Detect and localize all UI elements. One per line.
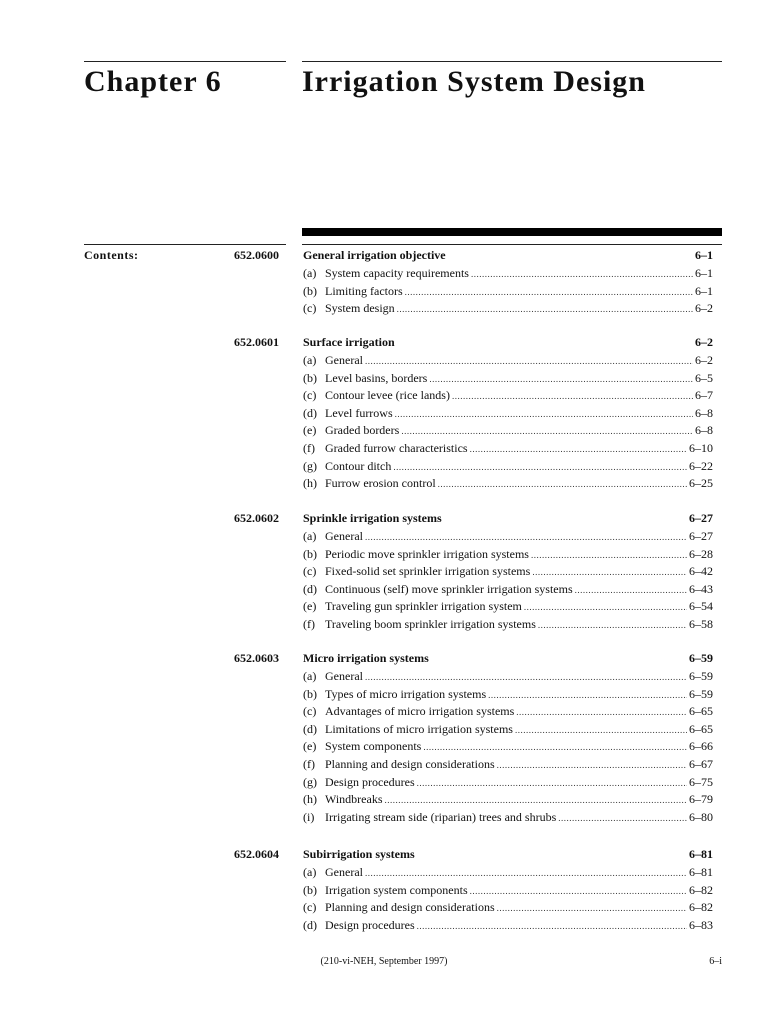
toc-entry[interactable] (303, 883, 713, 898)
toc-entry[interactable] (303, 865, 713, 880)
toc-entry[interactable] (303, 459, 713, 474)
entry-letter: (e) (303, 739, 317, 754)
entry-page: 6–54 (689, 599, 713, 614)
entry-letter: (c) (303, 900, 317, 915)
dot-leader (438, 477, 687, 491)
entry-page: 6–79 (689, 792, 713, 807)
entry-page: 6–66 (689, 739, 713, 754)
entry-page: 6–1 (695, 266, 713, 280)
entry-title: Continuous (self) move sprinkler irrigation systems (325, 581, 573, 596)
title-bar (302, 228, 722, 236)
toc-entry[interactable] (303, 900, 713, 915)
dot-leader (515, 723, 687, 737)
toc-entry[interactable] (303, 266, 713, 281)
dot-leader (395, 407, 693, 421)
section-title: Subirrigation systems (303, 847, 415, 861)
entry-title: Level furrows (325, 405, 393, 420)
chapter-label: Chapter 6 (84, 65, 222, 98)
section-heading[interactable] (303, 651, 713, 666)
entry-letter: (b) (303, 283, 317, 298)
dot-leader (417, 919, 687, 933)
entry-page: 6–58 (689, 617, 713, 631)
entry-title: Irrigation system components (325, 882, 468, 897)
entry-page: 6–1 (695, 283, 713, 298)
entry-title: Limiting factors (325, 283, 403, 298)
footer-page-number: 6–i (709, 956, 722, 967)
dot-leader (558, 811, 687, 825)
entry-letter: (c) (303, 704, 317, 719)
entry-letter: (a) (303, 353, 317, 367)
dot-leader (524, 600, 687, 614)
toc-entry[interactable] (303, 423, 713, 438)
entry-letter: (a) (303, 529, 317, 543)
entry-title: General (325, 669, 363, 683)
contents-rule-left (84, 244, 286, 245)
entry-letter: (b) (303, 686, 317, 701)
entry-letter: (h) (303, 476, 317, 491)
toc-entry[interactable] (303, 353, 713, 368)
toc-entry[interactable] (303, 529, 713, 544)
toc-entry[interactable] (303, 406, 713, 421)
toc-entry[interactable] (303, 722, 713, 737)
section-number: 652.0601 (234, 335, 279, 349)
toc-entry[interactable] (303, 918, 713, 933)
entry-page: 6–8 (695, 405, 713, 420)
entry-letter: (c) (303, 564, 317, 579)
dot-leader (365, 530, 687, 544)
entry-page: 6–2 (695, 301, 713, 316)
section-number: 652.0602 (234, 511, 279, 525)
entry-page: 6–7 (695, 388, 713, 403)
entry-title: Contour ditch (325, 458, 392, 473)
dot-leader (470, 884, 687, 898)
entry-title: Furrow erosion control (325, 476, 436, 491)
chapter-title: Irrigation System Design (302, 65, 646, 98)
entry-page: 6–5 (695, 370, 713, 385)
dot-leader (516, 705, 687, 719)
dot-leader (429, 372, 693, 386)
toc-entry[interactable] (303, 564, 713, 579)
entry-letter: (c) (303, 388, 317, 403)
entry-title: General (325, 865, 363, 879)
entry-title: General (325, 353, 363, 367)
entry-letter: (e) (303, 599, 317, 614)
entry-letter: (h) (303, 792, 317, 807)
section-title: Micro irrigation systems (303, 651, 429, 665)
toc-entry[interactable] (303, 388, 713, 403)
toc-entry[interactable] (303, 810, 713, 825)
toc-entry[interactable] (303, 582, 713, 597)
dot-leader (452, 389, 693, 403)
dot-leader (405, 285, 693, 299)
dot-leader (393, 460, 687, 474)
entry-page: 6–8 (695, 423, 713, 438)
entry-title: Graded borders (325, 423, 400, 438)
dot-leader (365, 866, 687, 880)
entry-page: 6–65 (689, 721, 713, 736)
entry-title: Limitations of micro irrigation systems (325, 721, 513, 736)
entry-title: Windbreaks (325, 792, 383, 807)
toc-entry[interactable] (303, 792, 713, 807)
toc-entry[interactable] (303, 775, 713, 790)
entry-letter: (d) (303, 405, 317, 420)
entry-title: System components (325, 739, 422, 754)
dot-leader (423, 740, 687, 754)
entry-title: Advantages of micro irrigation systems (325, 704, 515, 719)
entry-title: System capacity requirements (325, 266, 469, 280)
entry-title: Design procedures (325, 917, 415, 932)
entry-page: 6–65 (689, 704, 713, 719)
section-number: 652.0600 (234, 248, 279, 262)
dot-leader (497, 901, 687, 915)
section-title: Surface irrigation (303, 335, 395, 349)
entry-letter: (g) (303, 458, 317, 473)
entry-title: Level basins, borders (325, 370, 428, 385)
entry-title: System design (325, 301, 395, 316)
toc-entry[interactable] (303, 617, 713, 632)
section-number: 652.0604 (234, 847, 279, 861)
entry-page: 6–75 (689, 774, 713, 789)
entry-letter: (g) (303, 774, 317, 789)
entry-letter: (d) (303, 721, 317, 736)
entry-letter: (e) (303, 423, 317, 438)
toc-entry[interactable] (303, 687, 713, 702)
entry-page: 6–82 (689, 900, 713, 915)
toc-entry[interactable] (303, 476, 713, 491)
dot-leader (532, 565, 687, 579)
entry-letter: (f) (303, 617, 315, 631)
entry-page: 6–27 (689, 529, 713, 543)
entry-title: Planning and design considerations (325, 900, 495, 915)
entry-letter: (a) (303, 865, 317, 879)
dot-leader (417, 776, 687, 790)
entry-page: 6–2 (695, 353, 713, 367)
contents-rule-right (302, 244, 722, 245)
dot-leader (575, 583, 687, 597)
footer-citation: (210-vi-NEH, September 1997) (320, 956, 448, 967)
entry-page: 6–25 (689, 476, 713, 491)
section-number: 652.0603 (234, 651, 279, 665)
section-heading[interactable] (303, 511, 713, 526)
entry-title: Types of micro irrigation systems (325, 686, 487, 701)
entry-page: 6–22 (689, 458, 713, 473)
entry-letter: (a) (303, 669, 317, 683)
dot-leader (385, 793, 688, 807)
toc-entry[interactable] (303, 669, 713, 684)
toc-entry[interactable] (303, 757, 713, 772)
entry-title: General (325, 529, 363, 543)
entry-title: Traveling gun sprinkler irrigation system (325, 599, 522, 614)
entry-letter: (d) (303, 581, 317, 596)
toc-entry[interactable] (303, 284, 713, 299)
entry-page: 6–82 (689, 882, 713, 897)
section-page: 6–81 (689, 847, 713, 861)
dot-leader (471, 267, 693, 281)
entry-letter: (b) (303, 882, 317, 897)
toc-entry[interactable] (303, 547, 713, 562)
section-heading[interactable] (303, 847, 713, 862)
toc-entry[interactable] (303, 739, 713, 754)
dot-leader (531, 548, 687, 562)
entry-page: 6–59 (689, 669, 713, 683)
dot-leader (538, 618, 687, 632)
entry-page: 6–10 (689, 441, 713, 455)
section-page: 6–59 (689, 651, 713, 665)
section-title: Sprinkle irrigation systems (303, 511, 442, 525)
entry-page: 6–28 (689, 546, 713, 561)
dot-leader (401, 424, 693, 438)
entry-page: 6–80 (689, 809, 713, 824)
entry-page: 6–59 (689, 686, 713, 701)
entry-letter: (b) (303, 370, 317, 385)
entry-title: Irrigating stream side (riparian) trees and shrubs (325, 809, 557, 824)
entry-letter: (b) (303, 546, 317, 561)
section-heading[interactable] (303, 335, 713, 350)
dot-leader (397, 302, 693, 316)
toc-entry[interactable] (303, 371, 713, 386)
toc-entry[interactable] (303, 301, 713, 316)
entry-page: 6–43 (689, 581, 713, 596)
section-page: 6–2 (695, 335, 713, 349)
entry-title: Periodic move sprinkler irrigation systems (325, 546, 529, 561)
entry-title: Contour levee (rice lands) (325, 388, 450, 403)
entry-title: Fixed-solid set sprinkler irrigation systems (325, 564, 531, 579)
section-page: 6–27 (689, 511, 713, 525)
entry-page: 6–83 (689, 917, 713, 932)
section-heading[interactable] (303, 248, 713, 263)
toc-entry[interactable] (303, 599, 713, 614)
dot-leader (488, 688, 687, 702)
entry-letter: (f) (303, 441, 315, 455)
dot-leader (365, 354, 693, 368)
section-page: 6–1 (695, 248, 713, 262)
toc-entry[interactable] (303, 441, 713, 456)
entry-title: Traveling boom sprinkler irrigation systems (325, 617, 536, 631)
entry-letter: (a) (303, 266, 317, 280)
entry-letter: (d) (303, 917, 317, 932)
section-title: General irrigation objective (303, 248, 446, 262)
toc-entry[interactable] (303, 704, 713, 719)
entry-page: 6–67 (689, 757, 713, 771)
entry-title: Graded furrow characteristics (325, 441, 468, 455)
dot-leader (365, 670, 687, 684)
entry-title: Planning and design considerations (325, 757, 495, 771)
dot-leader (497, 758, 687, 772)
entry-title: Design procedures (325, 774, 415, 789)
entry-letter: (i) (303, 809, 315, 824)
entry-letter: (f) (303, 757, 315, 771)
dot-leader (470, 442, 687, 456)
entry-page: 6–81 (689, 865, 713, 879)
contents-label: Contents: (84, 248, 139, 262)
entry-page: 6–42 (689, 564, 713, 579)
entry-letter: (c) (303, 301, 317, 316)
